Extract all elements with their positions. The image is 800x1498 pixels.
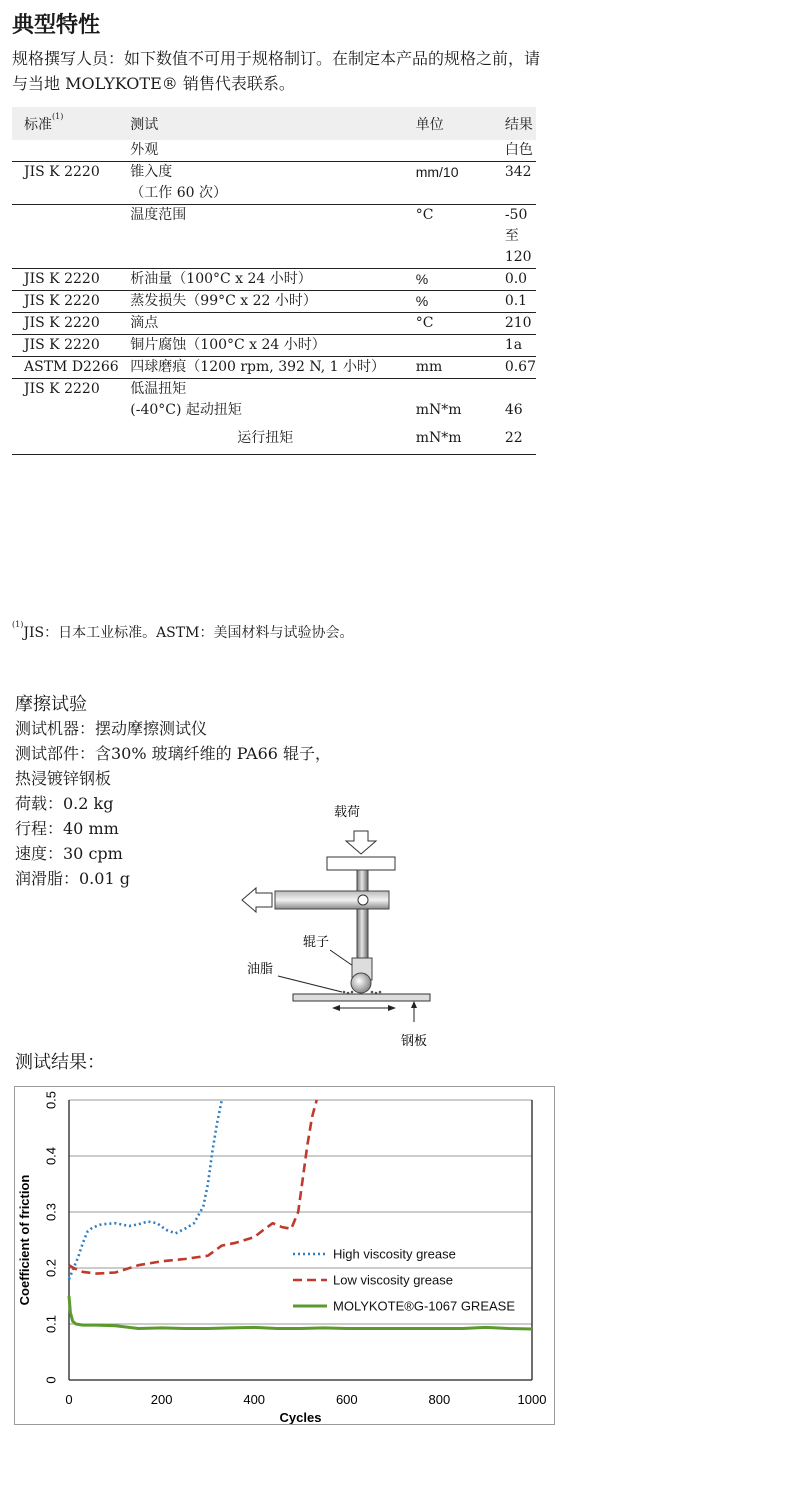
param-line: 测试部件：含30% 玻璃纤维的 PA66 辊子， [15, 744, 332, 763]
series-line-2 [69, 1100, 317, 1274]
chart-grid [69, 1100, 532, 1324]
y-tick-label: 0.2 [43, 1258, 59, 1278]
x-tick-label: 1000 [517, 1392, 547, 1407]
param-line: 速度：30 cpm [15, 844, 123, 863]
properties-table [12, 107, 536, 455]
y-tick-label: 0 [43, 1376, 59, 1384]
table-row-torque-running [12, 428, 536, 455]
cell-test: 外观 [130, 142, 159, 158]
chart-axes [69, 1100, 532, 1380]
page-title: 典型特性 [12, 13, 101, 38]
cell-unit [416, 335, 505, 357]
x-tick-label: 400 [243, 1392, 266, 1407]
cell-standard: JIS K 2220 [12, 269, 130, 291]
load-plate [327, 857, 395, 870]
table-row [12, 291, 536, 313]
pivot-pin [358, 895, 368, 905]
cell-unit: mm [416, 357, 505, 379]
legend-label: High viscosity grease [333, 1246, 456, 1262]
cell-unit: mm/10 [416, 162, 505, 205]
chart-lines [69, 1100, 532, 1329]
cell-test: 蒸发损失（99°C x 22 小时） [130, 291, 415, 313]
cell-unit [416, 140, 505, 162]
series-line-1 [69, 1100, 222, 1279]
cell-standard: JIS K 2220 [12, 379, 130, 401]
table-row [12, 140, 536, 162]
header-unit: 单位 [416, 107, 505, 140]
roller [351, 973, 371, 993]
x-tick-label: 600 [335, 1392, 358, 1407]
x-axis-label: Cycles [279, 1410, 322, 1424]
test-apparatus-diagram [230, 800, 460, 1050]
label-plate: 钢板 [400, 1034, 428, 1049]
cell-result: 1a [505, 335, 536, 357]
cell-unit: mN*m [416, 428, 505, 455]
cell-result: 白色 [504, 142, 533, 158]
label-roller: 辊子 [302, 935, 330, 950]
friction-chart-svg [15, 1087, 554, 1424]
footnote [12, 622, 353, 642]
cell-unit: % [416, 269, 505, 291]
cell-test: 低温扭矩 [130, 379, 415, 401]
cell-standard: JIS K 2220 [12, 335, 130, 357]
table-row [12, 269, 536, 291]
cell-result: 0.1 [505, 291, 536, 313]
cell-condition: (-40°C) 起动扭矩 [130, 402, 242, 418]
stroke-arrow-left-icon [332, 1005, 340, 1011]
y-tick-label: 0.5 [43, 1090, 59, 1110]
table-header-row [12, 107, 536, 140]
y-axis-label: Coefficient of friction [17, 1174, 32, 1306]
friction-chart [14, 1086, 555, 1425]
x-tick-label: 0 [65, 1392, 73, 1407]
label-grease: 油脂 [246, 962, 274, 977]
table-row [12, 335, 536, 357]
header-result: 结果 [505, 107, 536, 140]
header-footnote-mark: (1) [52, 111, 64, 121]
cell-result: 342 [505, 162, 536, 205]
x-tick-label: 800 [428, 1392, 451, 1407]
table-row-torque [12, 379, 536, 401]
cell-result: -50 至 120 [505, 205, 536, 269]
cell-standard: JIS K 2220 [12, 162, 130, 205]
steel-plate [293, 994, 430, 1001]
cell-unit: % [416, 291, 505, 313]
cell-result: 46 [504, 402, 523, 418]
param-line: 润滑脂：0.01 g [15, 869, 130, 888]
cell-result: 0.67 [505, 357, 536, 379]
friction-section-title: 摩擦试验 [15, 694, 87, 715]
y-tick-label: 0.1 [43, 1314, 59, 1334]
cell-test: 温度范围 [130, 205, 415, 269]
cell-standard: JIS K 2220 [12, 313, 130, 335]
table-row [12, 357, 536, 379]
cell-running-label: 运行扭矩 [130, 428, 415, 455]
load-arrow-icon [346, 831, 376, 854]
plate-arrow-icon [411, 1001, 417, 1008]
chart-ticks [44, 1091, 547, 1407]
cell-result: 0.0 [505, 269, 536, 291]
param-line: 热浸镀锌钢板 [15, 769, 112, 788]
param-line: 测试机器：摆动摩擦测试仪 [15, 719, 208, 738]
legend-label: Low viscosity grease [333, 1272, 453, 1288]
cell-unit: °C [416, 313, 505, 335]
cell-unit: mN*m [415, 402, 462, 418]
y-tick-label: 0.3 [43, 1202, 59, 1222]
vertical-shaft [357, 870, 368, 958]
table-row [12, 313, 536, 335]
horizontal-arm [275, 891, 389, 909]
stroke-arrow-right-icon [388, 1005, 396, 1011]
motion-arrow-icon [242, 888, 272, 912]
cell-standard [12, 205, 130, 269]
y-tick-label: 0.4 [43, 1146, 59, 1166]
cell-standard [12, 140, 130, 162]
param-line: 行程：40 mm [15, 819, 119, 838]
label-load: 载荷 [333, 805, 361, 820]
cell-test: 滴点 [130, 313, 415, 335]
cell-unit: °C [416, 205, 505, 269]
footnote-text: JIS：日本工业标准。ASTM：美国材料与试验协会。 [23, 625, 354, 641]
grease-leader-line [278, 976, 342, 992]
cell-test: 析油量（100°C x 24 小时） [130, 269, 415, 291]
cell-standard: JIS K 2220 [12, 291, 130, 313]
header-standard: 标准$^{(1)}$ [12, 107, 130, 140]
intro-text: 规格撰写人员：如下数值不可用于规格制订。在制定本产品的规格之前，请与当地 MOLYKOTE® 销售代表联系。 [12, 49, 541, 93]
cell-test: 四球磨痕（1200 rpm, 392 N, 1 小时） [130, 357, 415, 379]
table-row [12, 162, 536, 205]
results-title: 测试结果： [15, 1052, 105, 1073]
cell-test: 铜片腐蚀（100°C x 24 小时） [130, 335, 415, 357]
table-row [12, 205, 536, 269]
header-test: 测试 [130, 107, 415, 140]
chart-legend [293, 1247, 515, 1314]
cell-standard: ASTM D2266 [12, 357, 130, 379]
footnote-mark: (1) [12, 620, 24, 629]
table-row-torque-start [12, 400, 536, 428]
cell-test: 锥入度 （工作 60 次） [130, 162, 415, 205]
x-tick-label: 200 [150, 1392, 173, 1407]
cell-result: 22 [505, 428, 536, 455]
cell-result: 210 [505, 313, 536, 335]
legend-label: MOLYKOTE®G-1067 GREASE [333, 1298, 516, 1314]
param-line: 荷载：0.2 kg [15, 794, 114, 813]
